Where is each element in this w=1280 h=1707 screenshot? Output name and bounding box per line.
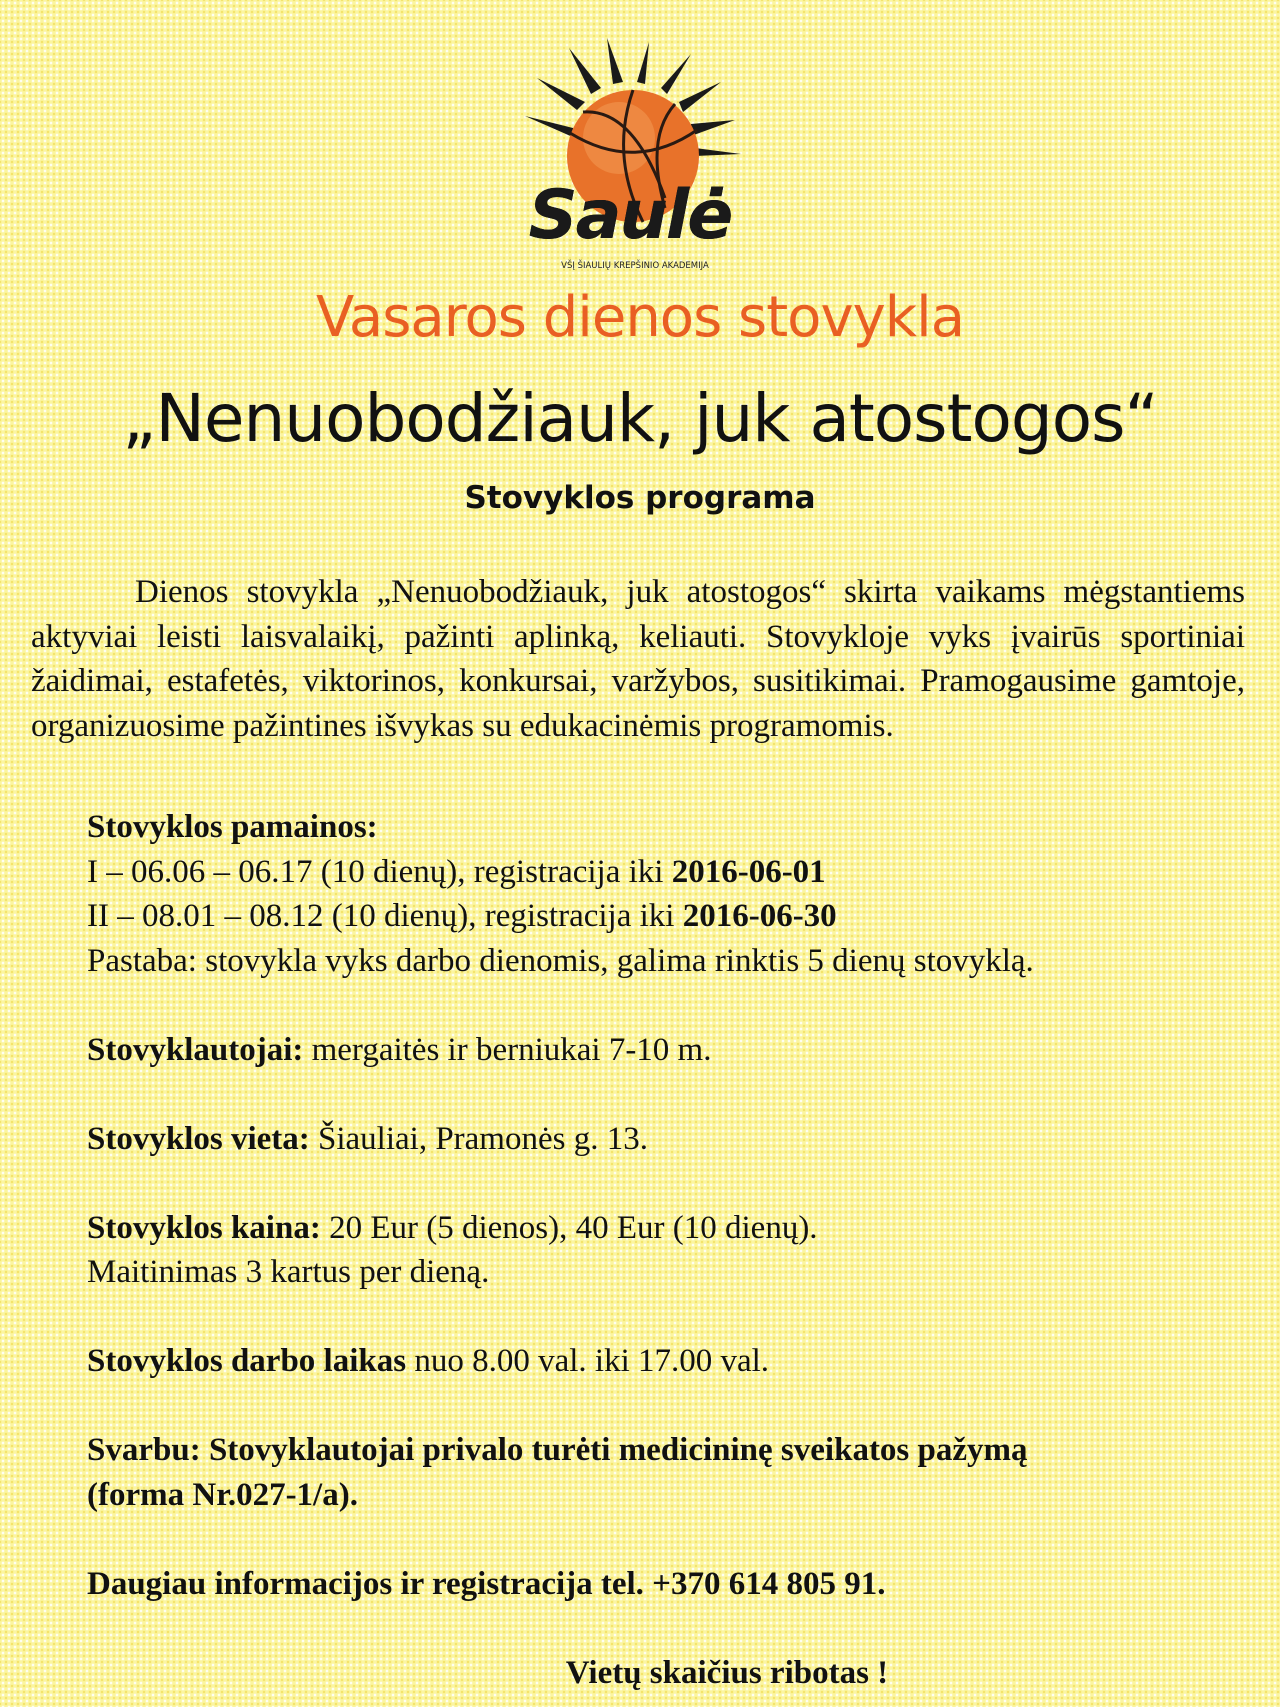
camp-subtitle: Vasaros dienos stovykla (315, 285, 965, 350)
shift-item: I – 06.06 – 06.17 (10 dienų), registracija iki 2016-06-01 (87, 853, 826, 890)
hours-line: Stovyklos darbo laikas nuo 8.00 val. iki 17.00 val. (87, 1343, 770, 1379)
meals-line: Maitinimas 3 kartus per dieną. (87, 1254, 490, 1290)
limited-places: Vietų skaičius ribotas ! (565, 1654, 889, 1691)
intro-paragraph: Dienos stovykla „Nenuobodžiauk, juk atostogos“ skirta vaikams mėgstantiems aktyviai leisti laisvalaikį, pažinti aplinką, keliauti. Stovykloje vyks įvairūs sportiniai žaidimai, estafetės, viktorinos, konkursai, varžybos, susitikimai. Pramogausime gamtoje, organizuosime pažintines išvykas su edukacinėmis programomis. (31, 574, 1245, 744)
camp-details (87, 805, 1247, 1695)
important-note: Svarbu: Stovyklautojai privalo turėti medicininę sveikatos pažymą (87, 1432, 1028, 1468)
campers-line: Stovyklautojai: mergaitės ir berniukai 7-10 m. (87, 1031, 712, 1068)
shifts-heading: Stovyklos pamainos: (87, 809, 378, 845)
location-line: Stovyklos vieta: Šiauliai, Pramonės g. 13. (87, 1120, 648, 1157)
shift-item: II – 08.01 – 08.12 (10 dienų), registracija iki 2016-06-30 (87, 898, 837, 934)
important-note-form: (forma Nr.027-1/a). (87, 1476, 358, 1513)
logo-tagline: VŠĮ ŠIAULIŲ KREPŠINIO AKADEMIJA (561, 261, 709, 271)
shifts-note: Pastaba: stovykla vyks darbo dienomis, galima rinktis 5 dienų stovyklą. (87, 942, 1034, 979)
logo-wordmark: Saulė (528, 176, 732, 255)
contact-line: Daugiau informacijos ir registracija tel. +370 614 805 91. (87, 1565, 886, 1602)
price-line: Stovyklos kaina: 20 Eur (5 dienos), 40 Eur (10 dienų). (87, 1209, 818, 1246)
shift-deadline: 2016-06-01 (671, 853, 826, 890)
saule-logo (515, 38, 755, 276)
shift-deadline: 2016-06-30 (682, 898, 837, 934)
program-title: Stovyklos programa (464, 480, 816, 516)
camp-headline: „Nenuobodžiauk, juk atostogos“ (122, 380, 1158, 457)
